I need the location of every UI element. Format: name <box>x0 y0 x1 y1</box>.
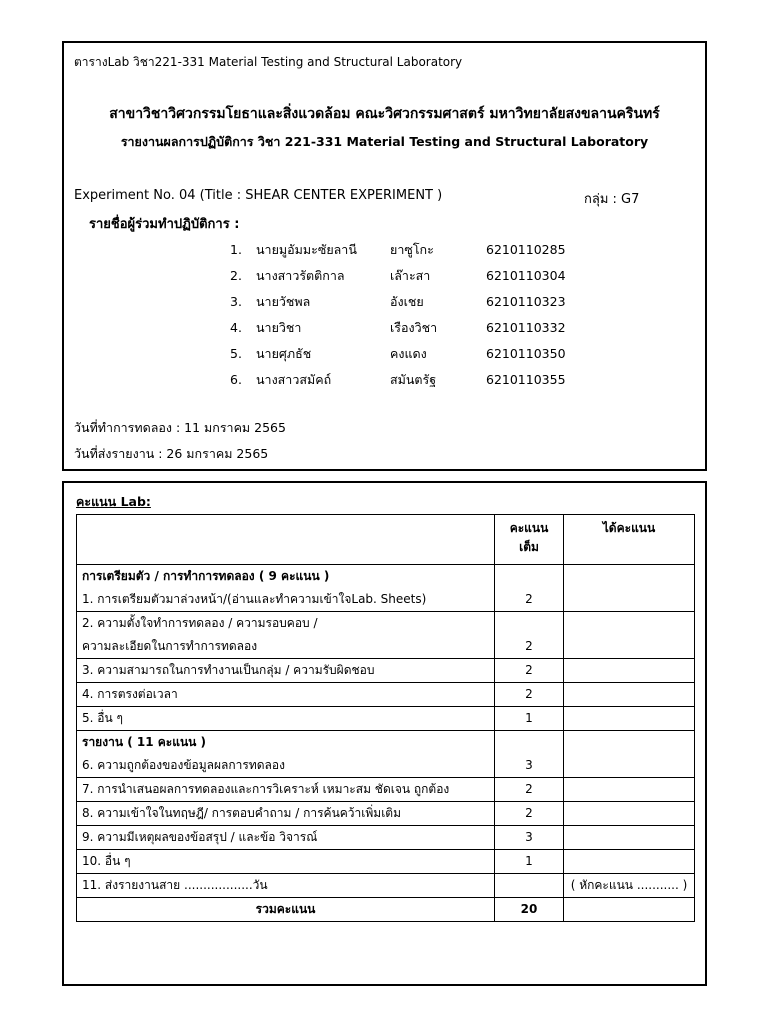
header-full-score <box>495 515 564 565</box>
row-full-score: 3 <box>495 754 564 778</box>
experiment-date: วันที่ทำการทดลอง : 11 มกราคม 2565 <box>74 420 286 435</box>
table-row <box>77 754 695 778</box>
row-label: 8. ความเข้าใจในทฤษฎี/ การตอบคำถาม / การค้นคว้าเพิ่มเติม <box>77 802 495 826</box>
row-full-score: 2 <box>495 778 564 802</box>
member-id: 6210110304 <box>486 268 566 283</box>
table-row <box>77 565 695 589</box>
member-last-name: คงแดง <box>390 346 427 361</box>
member-no: 5. <box>230 346 242 361</box>
total-label: รวมคะแนน <box>77 898 495 922</box>
table-row <box>77 731 695 755</box>
members-heading: รายชื่อผู้ร่วมทำปฏิบัติการ : <box>89 217 240 232</box>
member-no: 6. <box>230 372 242 387</box>
total-got-score <box>564 898 695 922</box>
row-full-score: 2 <box>495 588 564 612</box>
member-last-name: เล๊าะสา <box>390 268 431 283</box>
member-id: 6210110323 <box>486 294 566 309</box>
section-report-title: รายงาน ( 11 คะแนน ) <box>77 731 495 755</box>
row-got-score <box>564 635 695 659</box>
member-first-name: นายมูอัมมะซัยลานี <box>256 242 357 257</box>
table-row <box>77 659 695 683</box>
section-prep-title: การเตรียมตัว / การทำการทดลอง ( 9 คะแนน ) <box>77 565 495 589</box>
row-label: 3. ความสามารถในการทำงานเป็นกลุ่ม / ความรับผิดชอบ <box>77 659 495 683</box>
table-row <box>77 635 695 659</box>
row-got-score <box>564 707 695 731</box>
row-label: 4. การตรงต่อเวลา <box>77 683 495 707</box>
score-table <box>76 514 695 922</box>
empty-cell <box>495 731 564 755</box>
member-row <box>230 292 566 312</box>
member-first-name: นางสาวรัตติกาล <box>256 268 345 283</box>
row-full-score: 3 <box>495 826 564 850</box>
score-box <box>62 481 707 986</box>
row-got-score <box>564 683 695 707</box>
total-full-score: 20 <box>495 898 564 922</box>
table-header-row <box>77 515 695 565</box>
member-first-name: นายวิชา <box>256 320 302 335</box>
table-row <box>77 850 695 874</box>
row-got-score <box>564 850 695 874</box>
experiment-prefix: Experiment No. 04 (Title : <box>74 188 246 203</box>
row-full-score: 2 <box>495 659 564 683</box>
report-title: รายงานผลการปฏิบัติการ วิชา 221-331 Material Testing and Structural Laboratory <box>120 134 649 149</box>
member-last-name: เรืองวิชา <box>390 320 438 335</box>
row-got-score <box>564 826 695 850</box>
row-label: 11. ส่งรายงานสาย ..................วัน <box>77 874 495 898</box>
member-id: 6210110332 <box>486 320 566 335</box>
experiment-suffix: ) <box>433 188 443 203</box>
table-row <box>77 683 695 707</box>
row-got-score <box>564 659 695 683</box>
experiment-line <box>74 188 442 203</box>
header-got-score: ได้คะแนน <box>564 515 695 565</box>
row-label: ความละเอียดในการทำการทดลอง <box>77 635 495 659</box>
row-full-score: 1 <box>495 707 564 731</box>
table-row <box>77 707 695 731</box>
row-label: 7. การนำเสนอผลการทดลองและการวิเคราะห์ เหมาะสม ชัดเจน ถูกต้อง <box>77 778 495 802</box>
row-full-score: 2 <box>495 802 564 826</box>
empty-cell <box>564 565 695 589</box>
member-no: 4. <box>230 320 242 335</box>
row-label: 6. ความถูกต้องของข้อมูลผลการทดลอง <box>77 754 495 778</box>
member-row <box>230 370 566 390</box>
member-id: 6210110285 <box>486 242 566 257</box>
empty-cell <box>495 565 564 589</box>
row-label: 2. ความตั้งใจทำการทดลอง / ความรอบคอบ / <box>77 612 495 636</box>
member-no: 3. <box>230 294 242 309</box>
member-row <box>230 344 566 364</box>
submit-date: วันที่ส่งรายงาน : 26 มกราคม 2565 <box>74 446 269 461</box>
member-first-name: นายศุภธัช <box>256 346 312 361</box>
table-row <box>77 612 695 636</box>
row-deduction: ( หักคะแนน ........... ) <box>564 874 695 898</box>
empty-cell <box>564 731 695 755</box>
group-label: กลุ่ม : G7 <box>584 192 640 207</box>
row-got-score <box>564 754 695 778</box>
empty-cell <box>564 612 695 636</box>
member-row <box>230 266 566 286</box>
row-got-score <box>564 778 695 802</box>
course-line: ตารางLab วิชา221-331 Material Testing and Structural Laboratory <box>74 55 463 69</box>
row-label: 5. อื่น ๆ <box>77 707 495 731</box>
member-no: 2. <box>230 268 242 283</box>
member-last-name: อังเชย <box>390 294 424 309</box>
row-full-score: 1 <box>495 850 564 874</box>
table-row <box>77 874 695 898</box>
member-last-name: ยาซูโกะ <box>390 242 434 257</box>
header-full-score-line2: เต็ม <box>519 540 539 554</box>
table-row <box>77 778 695 802</box>
table-row <box>77 826 695 850</box>
table-row <box>77 588 695 612</box>
row-label: 10. อื่น ๆ <box>77 850 495 874</box>
member-id: 6210110350 <box>486 346 566 361</box>
header-full-score-line1: คะแนน <box>509 521 549 535</box>
table-row <box>77 802 695 826</box>
row-full-score <box>495 874 564 898</box>
score-heading: คะแนน Lab: <box>76 494 151 509</box>
header-item-cell <box>77 515 495 565</box>
member-first-name: นางสาวสมัคถ์ <box>256 372 332 387</box>
report-header-box <box>62 41 707 471</box>
member-no: 1. <box>230 242 242 257</box>
row-full-score: 2 <box>495 635 564 659</box>
experiment-title: SHEAR CENTER EXPERIMENT <box>245 188 433 203</box>
row-full-score: 2 <box>495 683 564 707</box>
member-id: 6210110355 <box>486 372 566 387</box>
empty-cell <box>495 612 564 636</box>
row-got-score <box>564 588 695 612</box>
member-row <box>230 240 566 260</box>
department-title: สาขาวิชาวิศวกรรมโยธาและสิ่งแวดล้อม คณะวิศวกรรมศาสตร์ มหาวิทยาลัยสงขลานครินทร์ <box>109 106 660 122</box>
member-row <box>230 318 566 338</box>
row-label: 1. การเตรียมตัวมาล่วงหน้า/(อ่านและทำความเข้าใจLab. Sheets) <box>77 588 495 612</box>
row-label: 9. ความมีเหตุผลของข้อสรุป / และข้อ วิจารณ์ <box>77 826 495 850</box>
member-first-name: นายวัชพล <box>256 294 311 309</box>
member-last-name: สมันตรัฐ <box>390 372 437 387</box>
row-got-score <box>564 802 695 826</box>
total-row <box>77 898 695 922</box>
